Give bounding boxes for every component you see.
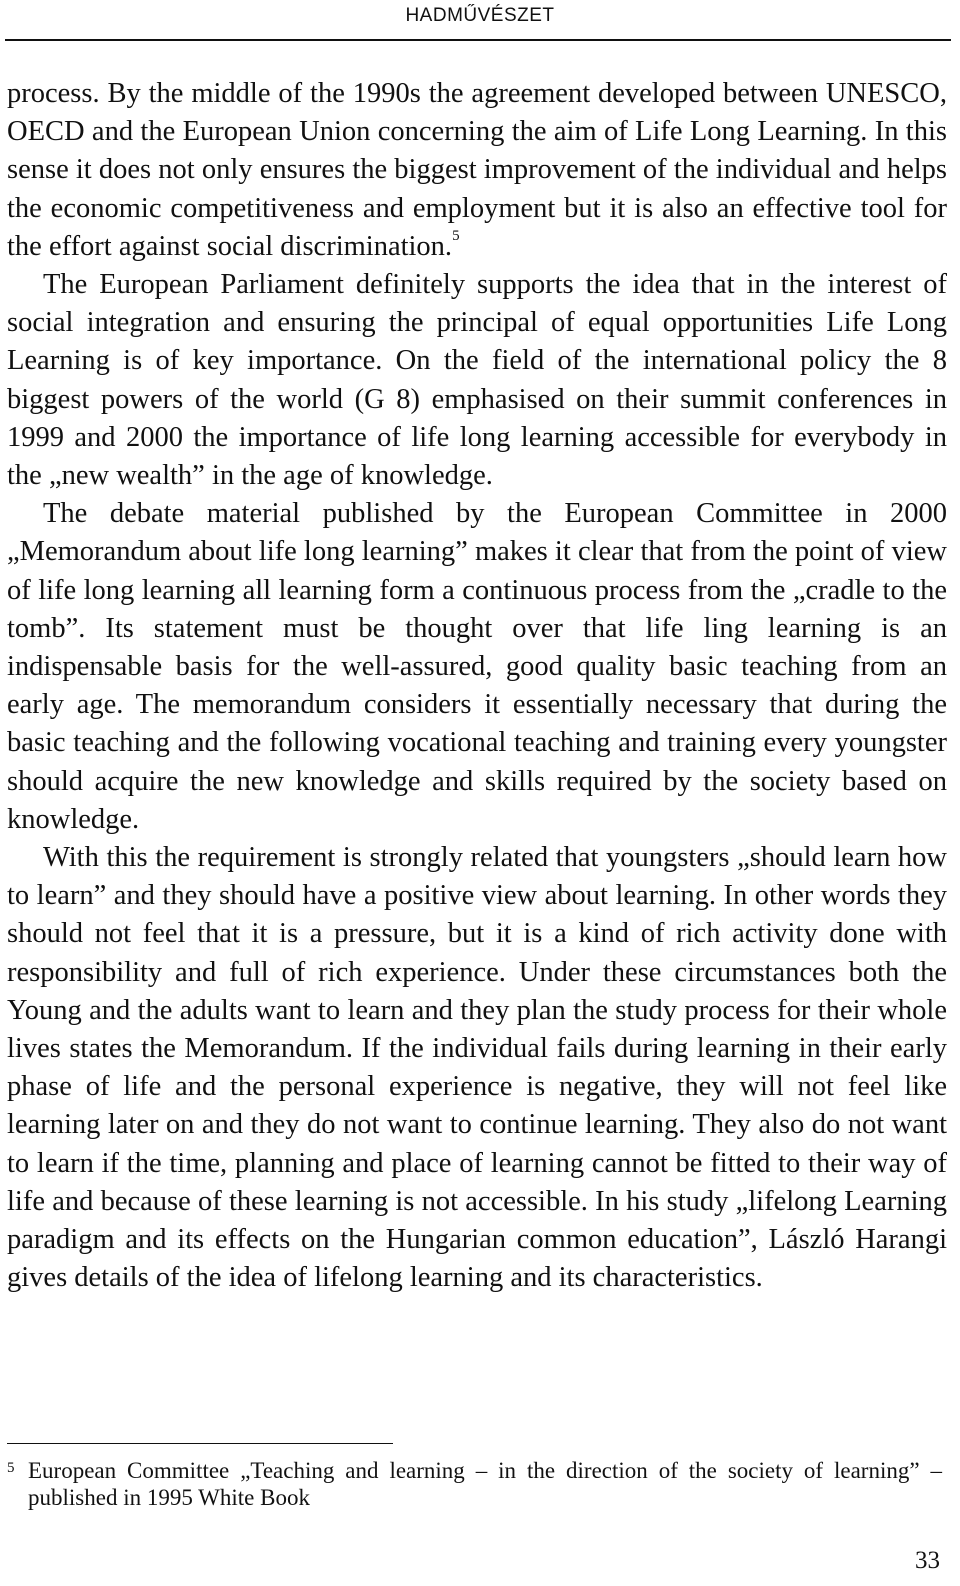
paragraph-1-text: process. By the middle of the 1990s the agreement developed between UNESCO, OECD and the European Union concerning the aim of Life Long Learning. In this sense it does not only ensures the biggest improvement of the individual and helps the economic competitiveness and employment but it is also an effective tool for the effort against social discrimination. (7, 78, 947, 262)
page-number: 33 (915, 1547, 940, 1574)
paragraph-3: The debate material published by the European Committee in 2000 „Memorandum about life long learning” makes it clear that from the point of view of life long learning all learning form a continuous process from the „cradle to the tomb”. Its statement must be thought over that life ling learning is an indispensable basis for the well-assured, good quality basic teaching from an early age. The memorandum considers it essentially necessary that during the basic teaching and the following vocational teaching and training every youngster should acquire the new knowledge and skills required by the society based on knowledge. (7, 498, 947, 835)
header-rule (5, 39, 951, 41)
footnote-reference[interactable]: 5 (452, 228, 460, 245)
running-header: HADMŰVÉSZET (405, 5, 555, 26)
footnote-rule (7, 1443, 393, 1444)
paragraph-1 (7, 75, 947, 266)
footnote-text: European Committee „Teaching and learning – in the direction of the society of learning” – published in 1995 White Book (28, 1458, 942, 1510)
body-text (7, 75, 947, 1298)
footnote-number: 5 (7, 1460, 15, 1476)
paragraph-4: With this the requirement is strongly related that youngsters „should learn how to learn” and they should have a positive view about learning. In other words they should not feel that it is a pressure, but it is a kind of rich activity done with responsibility and full of rich experience. Under these circumstances both the Young and the adults want to learn and they plan the study process for their whole lives states the Memorandum. If the individual fails during learning in their early phase of life and the personal experience is negative, they will not feel like learning later on and they do not want to continue learning. They also do not want to learn if the time, planning and place of learning cannot be fitted to their way of life and because of these learning is not accessible. In his study „lifelong Learning paradigm and its effects on the Hungarian common education”, László Harangi gives details of the idea of lifelong learning and its characteristics. (7, 842, 947, 1294)
footnote (7, 1457, 942, 1511)
paragraph-2: The European Parliament definitely supports the idea that in the interest of social integration and ensuring the principal of equal opportunities Life Long Learning is of key importance. On the field of the international policy the 8 biggest powers of the world (G 8) emphasised on their summit conferences in 1999 and 2000 the importance of life long learning accessible for everybody in the „new wealth” in the age of knowledge. (7, 269, 947, 492)
